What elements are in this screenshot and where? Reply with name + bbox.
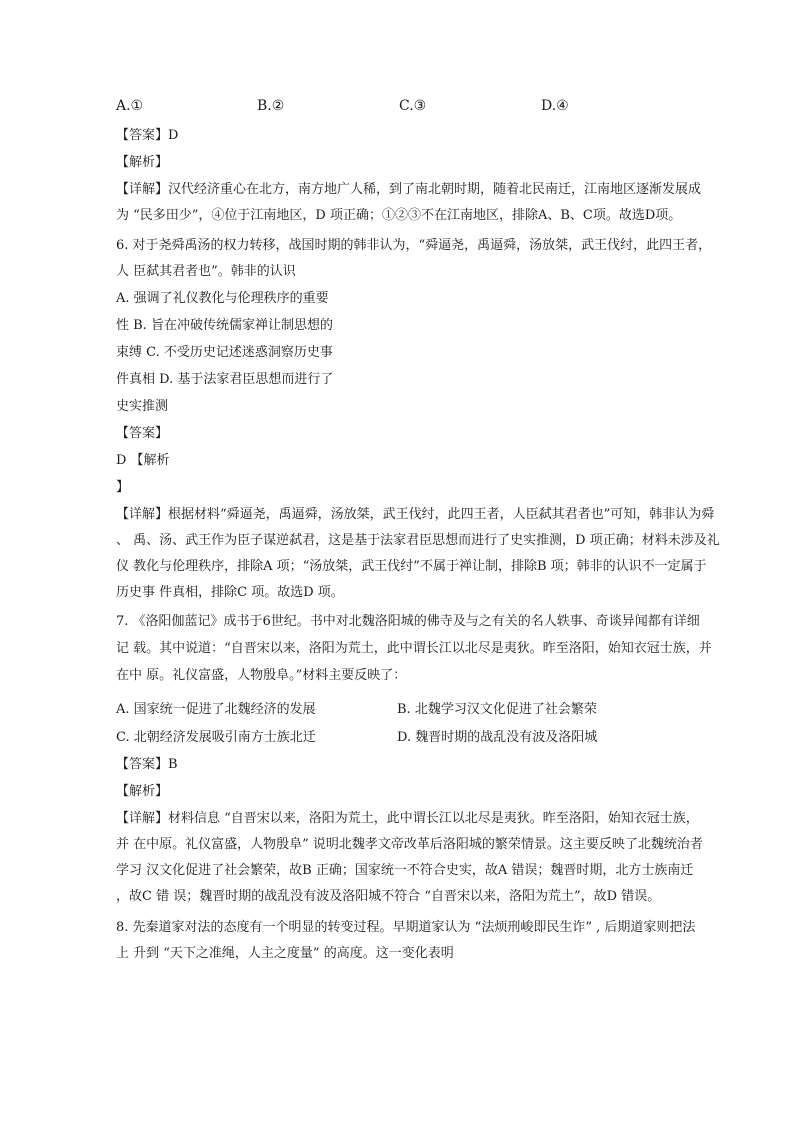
q7-detail-line: 学习 汉文化促进了社会繁荣，故B 正确；国家统一不符合史实，故A 错误；魏晋时期，北方士族南迁 — [116, 863, 694, 878]
q6-stem-line: 人 臣弑其君者也”。韩非的认识 — [116, 264, 296, 279]
q7-option-a: A. 国家统一促进了北魏经济的发展 — [116, 702, 316, 717]
q6-detail-line: 仪 教化与伦理秩序，排除A 项；“汤放桀，武王伐纣”不属于禅让制，排除B 项；韩非的认识不一定属于 — [116, 559, 707, 574]
q7-detail-line: ，故C 错 误；魏晋时期的战乱没有波及洛阳城不符合 “自晋宋以来，洛阳为荒土”，故D 错误。 — [116, 889, 661, 904]
q6-option-line: 史实推测 — [116, 399, 169, 414]
q6-detail-line: 、 禹、汤、武王作为臣子谋逆弑君，这是基于法家君臣思想而进行了史实推测，D 项正确；材料未涉及礼 — [116, 533, 720, 548]
q5-option-b: B.② — [257, 98, 285, 114]
q6-option-line: 束缚 C. 不受历史记述迷惑洞察历史事 — [116, 345, 333, 360]
q5-option-c: C.③ — [399, 98, 427, 114]
q6-detail-line: 历史事 件真相，排除C 项。故选D 项。 — [116, 585, 344, 600]
q7-option-b: B. 北魏学习汉文化促进了社会繁荣 — [397, 702, 597, 717]
q7-option-d: D. 魏晋时期的战乱没有波及洛阳城 — [397, 730, 598, 745]
q6-answer: 【答案】 — [116, 426, 169, 441]
q8-stem-line: 8. 先秦道家对法的态度有一个明显的转变过程。早期道家认为 “法烦刑峻即民生诈” , 后期道家则把法 — [116, 920, 696, 935]
q6-option-line: 性 B. 旨在冲破传统儒家禅让制思想的 — [116, 318, 333, 333]
q6-detail-line: 【详解】根据材料“舜逼尧，禹逼舜，汤放桀，武王伐纣，此四王者，人臣弑其君者也”可知，韩非认为舜 — [116, 507, 715, 522]
q6-answer-line: D 【解析 — [116, 453, 170, 468]
q7-detail-line: 并 在中原。礼仪富盛，人物殷阜” 说明北魏孝文帝改革后洛阳城的繁荣情景。这主要反映了北魏统治者 — [116, 837, 703, 852]
q5-option-d: D.④ — [541, 98, 569, 114]
q7-stem-line: 记 载。其中说道：“自晋宋以来，洛阳为荒土，此中谓长江以北尽是夷狄。昨至洛阳，始知衣冠士族，并 — [116, 641, 712, 656]
q7-stem-line: 在中 原。礼仪富盛，人物殷阜。”材料主要反映了： — [116, 668, 407, 683]
q7-answer: 【答案】B — [116, 757, 178, 772]
q8-stem-line: 上 升到 “天下之准绳，人主之度量” 的高度。这一变化表明 — [116, 946, 454, 961]
q5-detail-line: 【详解】汉代经济重心在北方，南方地广人稀，到了南北朝时期，随着北民南迁，江南地区逐渐发展成 — [116, 182, 702, 197]
q6-option-line: 件真相 D. 基于法家君臣思想而进行了 — [116, 372, 334, 387]
q5-option-a: A.① — [116, 98, 144, 114]
q7-detail-line: 【详解】材料信息 “自晋宋以来，洛阳为荒土，此中谓长江以北尽是夷狄。昨至洛阳，始知衣冠士族， — [116, 811, 699, 826]
q5-answer: 【答案】D — [116, 128, 179, 143]
q6-bracket-close: 】 — [116, 480, 130, 495]
q5-detail-line: 为 “民多田少”，④位于江南地区，D 项正确；①②③不在江南地区，排除A、B、C项。故选D项。 — [116, 208, 682, 223]
q5-analysis-label: 【解析】 — [116, 155, 169, 170]
q7-stem-line: 7. 《洛阳伽蓝记》成书于6世纪。书中对北魏洛阳城的佛寺及与之有关的名人轶事、奇谈异闻都有详细 — [116, 614, 700, 629]
q6-option-line: A. 强调了礼仪教化与伦理秩序的重要 — [116, 291, 329, 306]
q7-option-c: C. 北朝经济发展吸引南方士族北迁 — [116, 730, 316, 745]
q6-stem-line: 6. 对于尧舜禹汤的权力转移，战国时期的韩非认为，“舜逼尧，禹逼舜，汤放桀，武王伐纣，此四王者， — [116, 238, 712, 253]
q7-analysis-label: 【解析】 — [116, 784, 169, 799]
